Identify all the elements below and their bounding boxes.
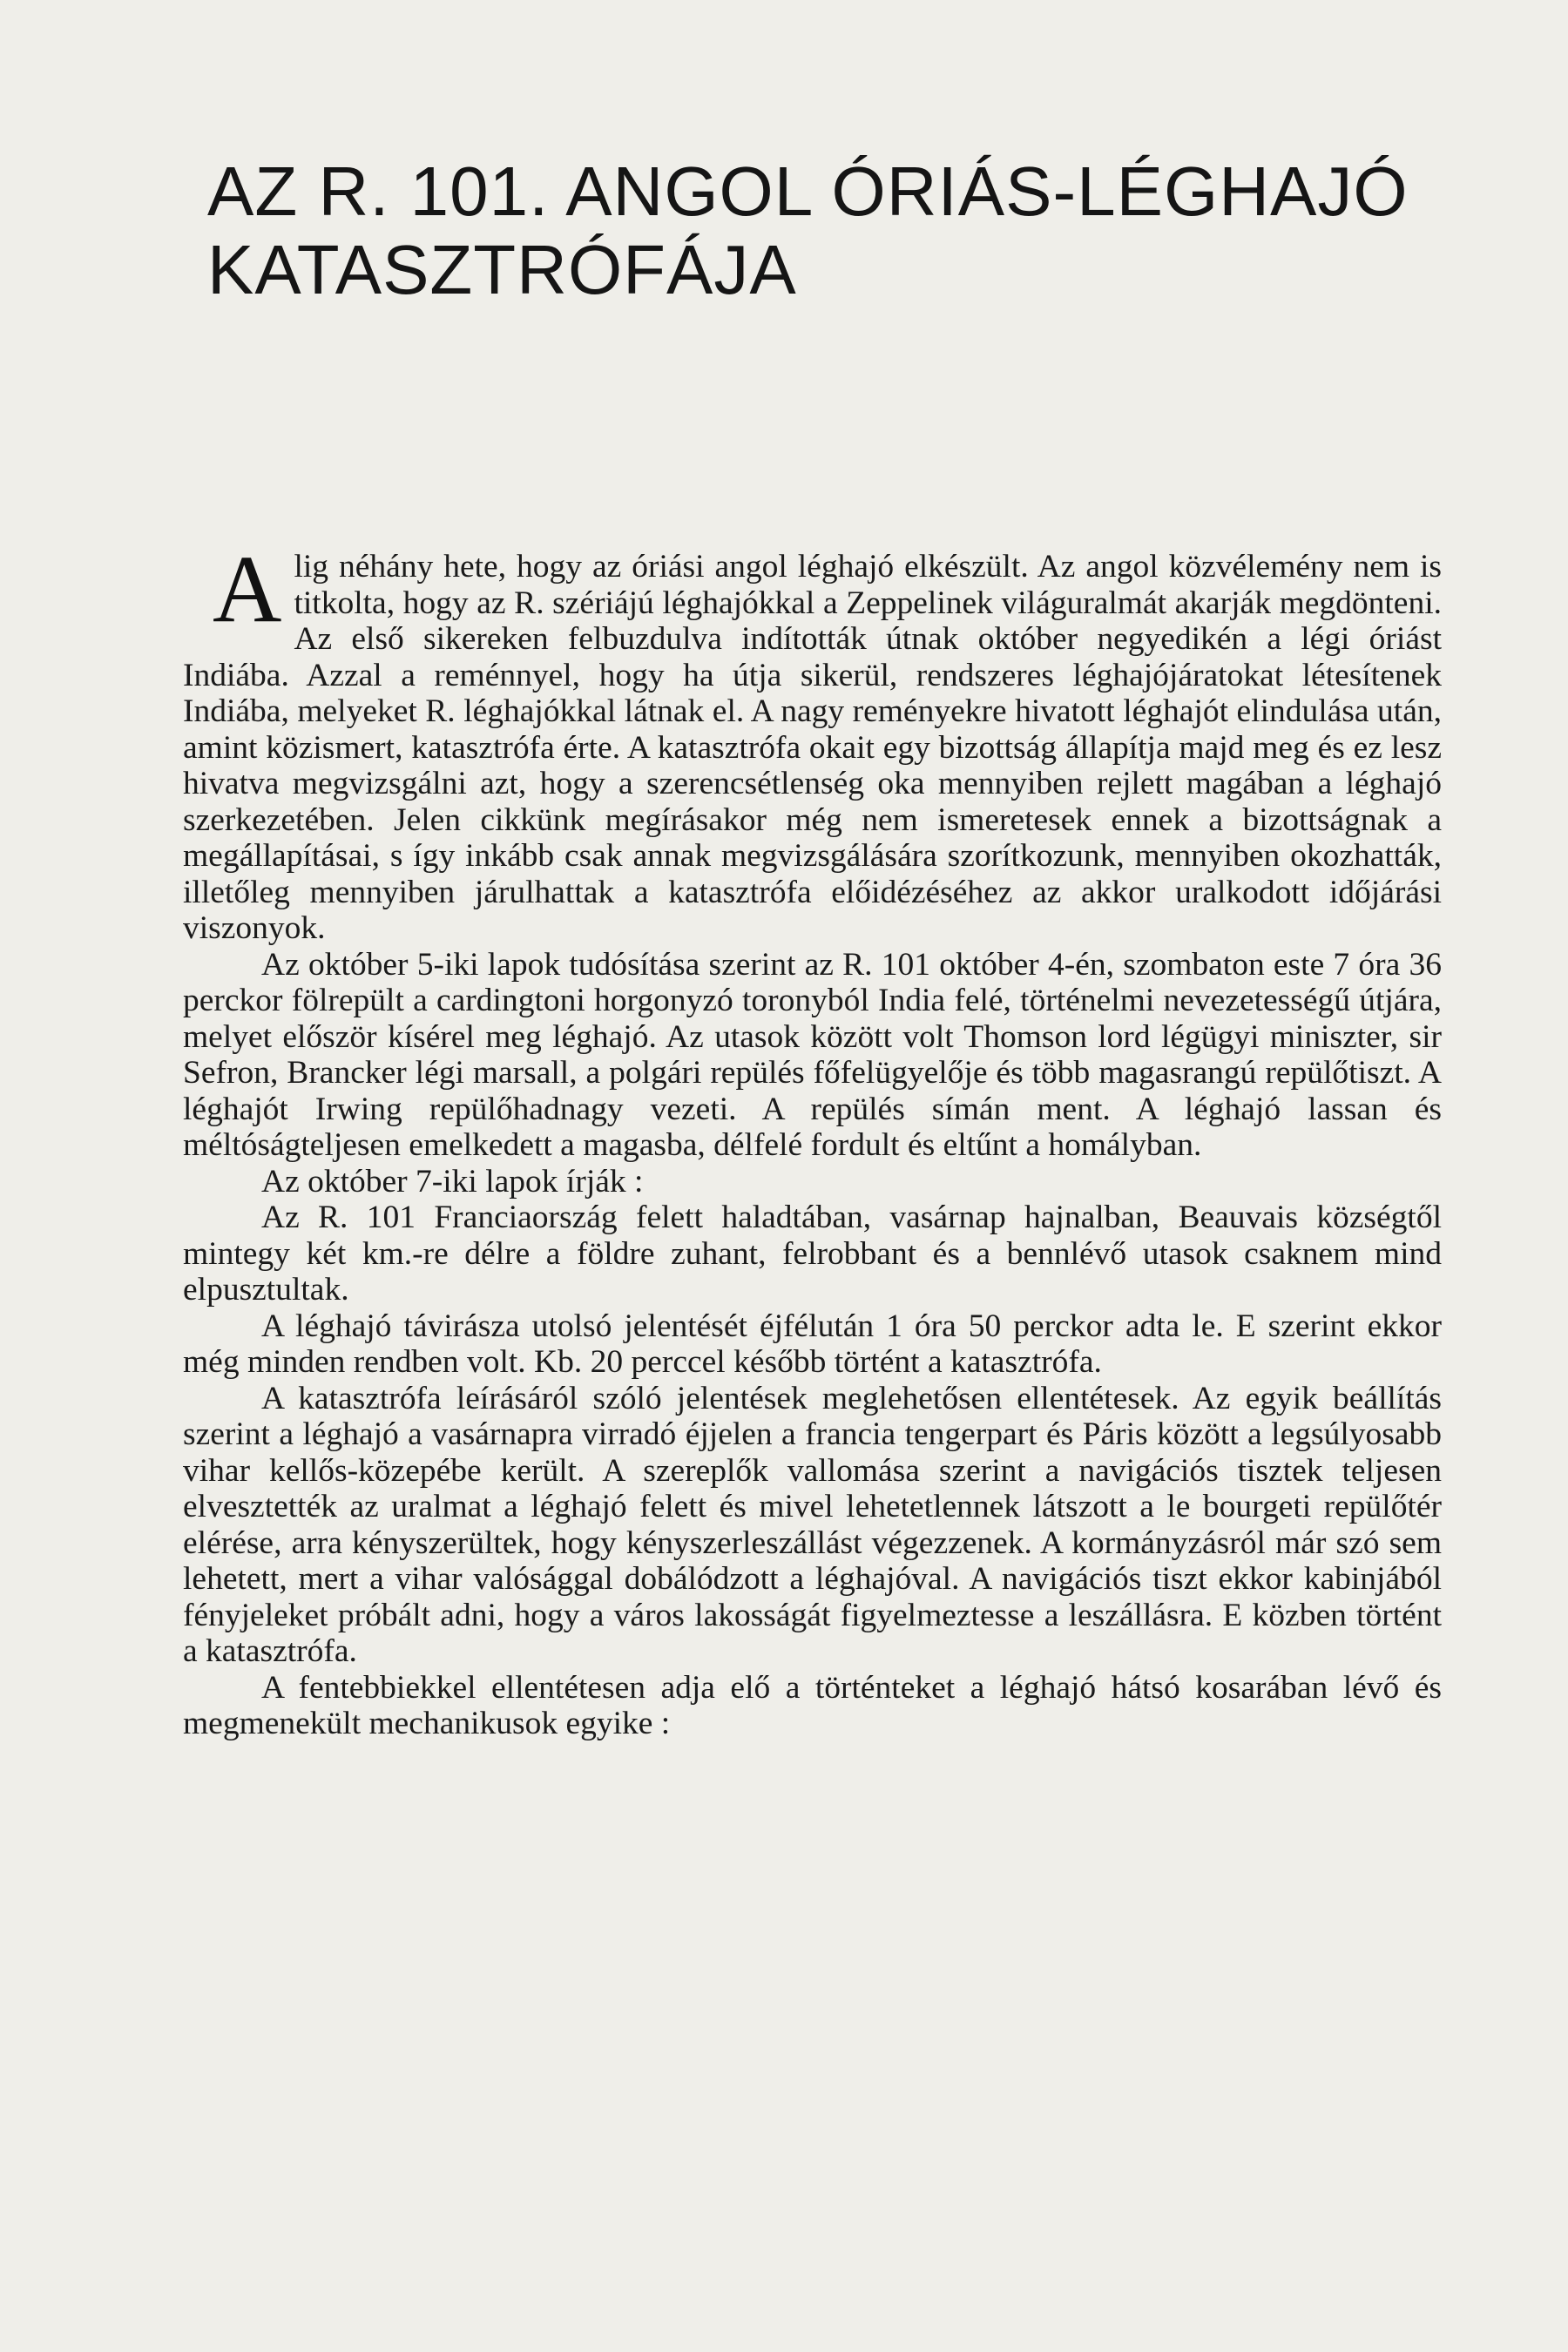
article-body [183,536,1442,1742]
paragraph-1-text: lig néhány hete, hogy az óriási angol léghajó elkészült. Az angol közvélemény nem is titkolta, hogy az R. szériájú léghajókkal a Zeppelinek világuralmát akarják megdönteni. Az első sikereken felbuzdulva indították útnak október negyedikén a légi óriást Indiába. Azzal a reménnyel, hogy ha útja sikerül, rendszeres léghajójáratokat létesítenek Indiába, melyeket R. léghajókkal látnak el. A nagy reményekre hivatott léghajót elindulása után, amint közismert, katasztrófa érte. A katasztrófa okait egy bizottság állapítja majd meg és ez lesz hivatva megvizsgálni azt, hogy a szerencsétlenség oka mennyiben rejlett magában a léghajó szerkezetében. Jelen cikkünk megírásakor még nem ismeretesek ennek a bizottságnak a megállapításai, s így inkább csak annak megvizsgálására szorítkozunk, mennyiben okozhatták, illetőleg mennyiben járulhattak a katasztrófa előidézéséhez az akkor uralkodott időjárási viszonyok. [183,549,1442,946]
paragraph-1 [183,536,1442,947]
paragraph-7: A fentebbiekkel ellentétesen adja elő a történteket a léghajó hátsó kosarában lévő és megmenekült mechanikusok egyike : [183,1669,1442,1741]
paragraph-3: Az október 7-iki lapok írják : [261,1163,644,1200]
article-title [207,152,1427,309]
title-line-2: KATASZTRÓFÁJA [207,231,797,308]
title-line-1: AZ R. 101. ANGOL ÓRIÁS-LÉGHAJÓ [207,152,1409,230]
drop-cap: A [213,536,282,642]
paragraph-6: A katasztrófa leírásáról szóló jelentések meglehetősen ellentétesek. Az egyik beállítás szerint a léghajó a vasárnapra virradó éjjelen a francia tengerpart és Páris között a legsúlyosabb vihar kellős-közepébe került. A szereplők vallomása szerint a navigációs tisztek teljesen elvesztették az uralmat a léghajó felett és mivel lehetetlennek látszott a le bourgeti repülőtér elérése, arra kényszerültek, hogy kényszerleszállást végezzenek. A kormányzásról már szó sem lehetett, mert a vihar valósággal dobálódzott a léghajóval. A navigációs tiszt ekkor kabinjából fényjeleket próbált adni, hogy a város lakosságát figyelmeztesse a leszállásra. E közben történt a katasztrófa. [183,1380,1442,1669]
paragraph-2: Az október 5-iki lapok tudósítása szerint az R. 101 október 4-én, szombaton este 7 óra 36 perckor fölrepült a cardingtoni horgonyzó toronyból India felé, történelmi nevezetességű útjára, melyet először kísérel meg léghajó. Az utasok között volt Thomson lord légügyi miniszter, sir Sefron, Brancker légi marsall, a polgári repülés főfelügyelője és több magasrangú repülőtiszt. A léghajót Irwing repülőhadnagy vezeti. A repülés símán ment. A léghajó lassan és méltóságteljesen emelkedett a magasba, délfelé fordult és eltűnt a homályban. [183,946,1442,1163]
paragraph-5: A léghajó távirásza utolsó jelentését éjfélután 1 óra 50 perckor adta le. E szerint ekkor még minden rendben volt. Kb. 20 perccel később történt a katasztrófa. [183,1308,1442,1380]
paragraph-4: Az R. 101 Franciaország felett haladtában, vasárnap hajnalban, Beauvais községtől mintegy két km.-re délre a földre zuhant, felrobbant és a bennlévő utasok csaknem mind elpusztultak. [183,1200,1442,1308]
